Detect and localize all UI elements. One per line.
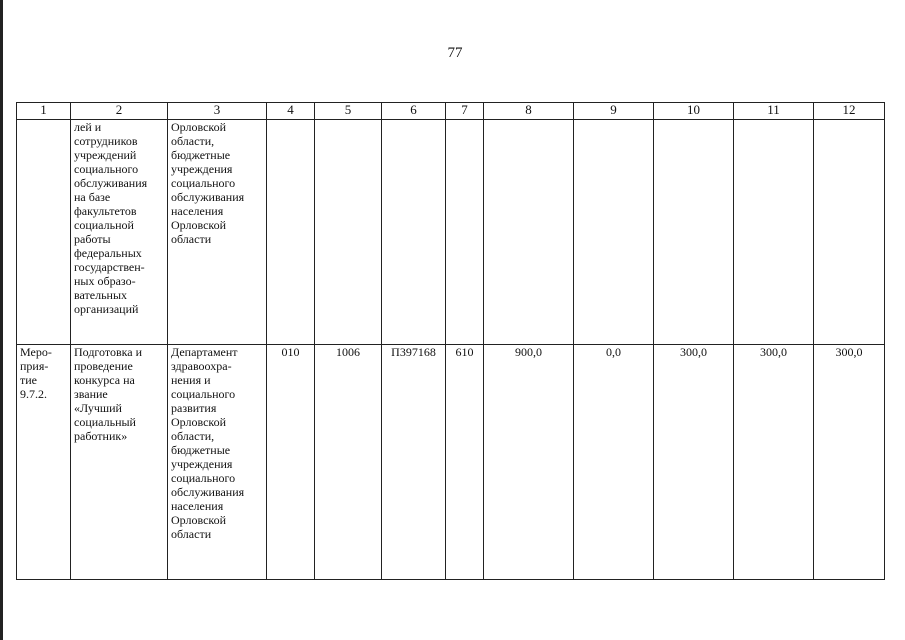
cell-event-id (17, 120, 71, 345)
cell-col-9 (574, 120, 654, 345)
cell-col-11 (734, 120, 814, 345)
header-col-4: 4 (267, 103, 315, 120)
cell-col-7 (446, 120, 484, 345)
budget-table (16, 102, 885, 580)
header-col-11: 11 (734, 103, 814, 120)
cell-col-7: 610 (446, 345, 484, 580)
table-header (17, 103, 885, 120)
cell-col-8 (484, 120, 574, 345)
header-col-5: 5 (315, 103, 382, 120)
header-col-10: 10 (654, 103, 734, 120)
cell-executor: Департамент здравоохра- нения и социального развития Орловской области, бюджетные учреждения социального обслуживания населения Орловской области (168, 345, 267, 580)
cell-col-4: 010 (267, 345, 315, 580)
cell-col-6 (382, 120, 446, 345)
cell-event-name: лей и сотрудников учреждений социального обслуживания на базе факультетов социальной работы федеральных государствен- ных образо- вательных организаций (71, 120, 168, 345)
cell-col-6: П397168 (382, 345, 446, 580)
header-col-9: 9 (574, 103, 654, 120)
header-col-3: 3 (168, 103, 267, 120)
header-col-12: 12 (814, 103, 885, 120)
cell-col-10 (654, 120, 734, 345)
cell-col-9: 0,0 (574, 345, 654, 580)
cell-event-id: Меро- прия- тие 9.7.2. (17, 345, 71, 580)
cell-col-5: 1006 (315, 345, 382, 580)
header-col-8: 8 (484, 103, 574, 120)
table-row (17, 345, 885, 580)
header-row (17, 103, 885, 120)
header-col-7: 7 (446, 103, 484, 120)
cell-col-4 (267, 120, 315, 345)
cell-col-11: 300,0 (734, 345, 814, 580)
cell-executor: Орловской области, бюджетные учреждения социального обслуживания населения Орловской области (168, 120, 267, 345)
page-number: 77 (447, 45, 463, 61)
cell-col-10: 300,0 (654, 345, 734, 580)
cell-col-5 (315, 120, 382, 345)
header-col-2: 2 (71, 103, 168, 120)
table-row (17, 120, 885, 345)
header-col-6: 6 (382, 103, 446, 120)
cell-col-12: 300,0 (814, 345, 885, 580)
cell-event-name: Подготовка и проведение конкурса на звание «Лучший социальный работник» (71, 345, 168, 580)
cell-col-8: 900,0 (484, 345, 574, 580)
header-col-1: 1 (17, 103, 71, 120)
cell-col-12 (814, 120, 885, 345)
page-left-edge (0, 0, 3, 640)
